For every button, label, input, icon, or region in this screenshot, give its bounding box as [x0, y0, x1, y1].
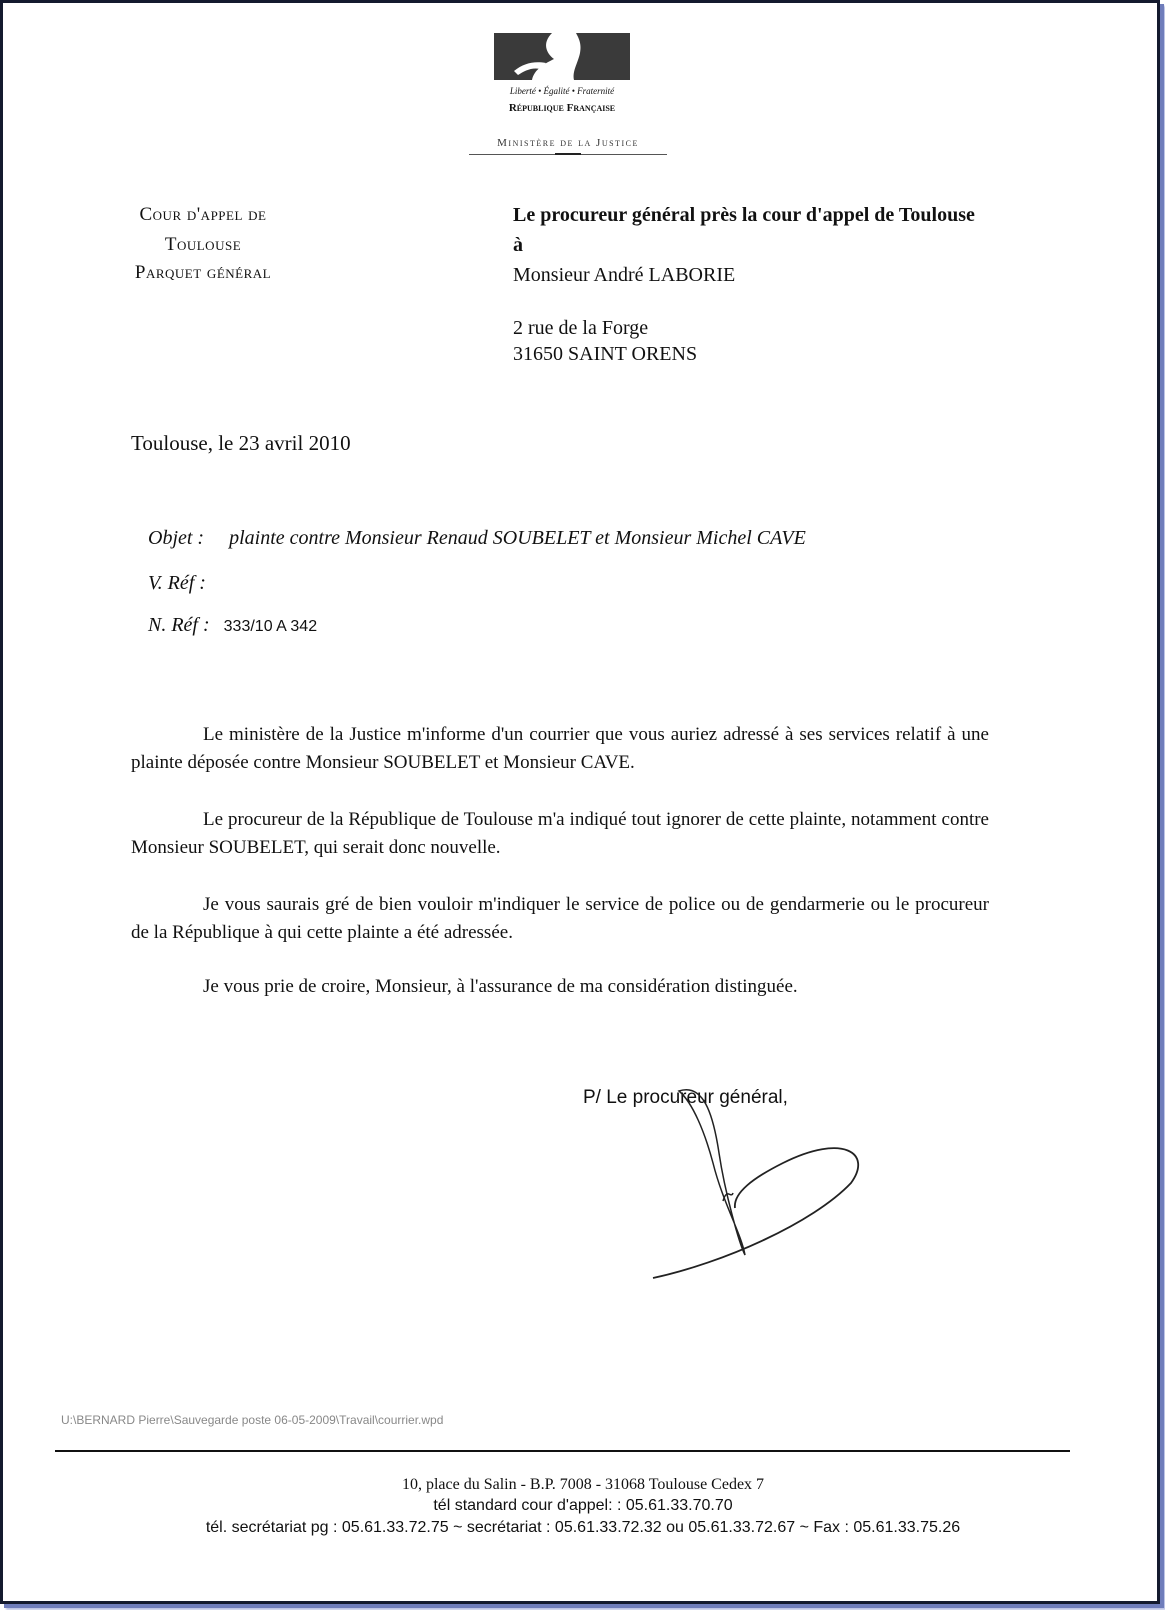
recipient-street: 2 rue de la Forge [513, 317, 649, 339]
file-path: U:\BERNARD Pierre\Sauvegarde poste 06-05-2009\Travail\courrier.wpd [61, 1413, 444, 1427]
republic-motto: Liberté • Égalité • Fraternité [509, 86, 615, 96]
body-paragraph-2: Le procureur de la République de Toulouse m'a indiqué tout ignorer de cette plainte, notamment contre Monsieur SOUBELET, qui serait donc nouvelle. [131, 809, 989, 858]
footer-phone-standard: tél standard cour d'appel: : 05.61.33.70.70 [433, 1497, 733, 1514]
body-paragraph-1: Le ministère de la Justice m'informe d'un courrier que vous auriez adressé à ses services relatif à une plainte déposée contre Monsieur SOUBELET et Monsieur CAVE. [131, 724, 989, 773]
republic-name: République Française [508, 102, 616, 114]
nref-label: N. Réf : [148, 614, 210, 636]
recipient-city: 31650 SAINT ORENS [513, 343, 698, 365]
sender-line-1: Cour d'appel de [139, 204, 267, 225]
footer-address: 10, place du Salin - B.P. 7008 - 31068 Toulouse Cedex 7 [401, 1476, 765, 1493]
ministry-name: Ministère de la Justice [497, 137, 639, 149]
marianne-logo [494, 33, 630, 80]
signature-line: P/ Le procureur général, [583, 1087, 788, 1108]
recipient-name: Monsieur André LABORIE [513, 264, 736, 286]
letter-date: Toulouse, le 23 avril 2010 [131, 431, 351, 455]
handwritten-signature [643, 1083, 873, 1283]
vref-label: V. Réf : [148, 572, 206, 594]
body-paragraph-3: Je vous saurais gré de bien vouloir m'indiquer le service de police ou de gendarmerie ou le procureur de la République à qui cette plainte a été adressée. [131, 894, 989, 943]
footer-divider [55, 1450, 1070, 1452]
nref-line [148, 614, 317, 637]
letter-from: Le procureur général près la cour d'appel de Toulouse [513, 204, 975, 226]
object-label: Objet : [148, 527, 205, 549]
sender-line-3: Parquet général [134, 262, 272, 283]
footer-phone-secretariat: tél. secrétariat pg : 05.61.33.72.75 ~ secrétariat : 05.61.33.72.32 ou 05.61.33.72.67 ~ Fax : 05.61.33.75.26 [205, 1519, 961, 1536]
object-line [148, 527, 806, 550]
object-value: plainte contre Monsieur Renaud SOUBELET et Monsieur Michel CAVE [229, 527, 806, 549]
nref-value: 333/10 A 342 [223, 618, 318, 635]
sender-line-2: Toulouse [164, 234, 242, 255]
body-paragraph-4: Je vous prie de croire, Monsieur, à l'assurance de ma considération distinguée. [203, 976, 798, 997]
ministry-divider-accent [555, 153, 581, 155]
letter-to-word: à [513, 234, 523, 256]
